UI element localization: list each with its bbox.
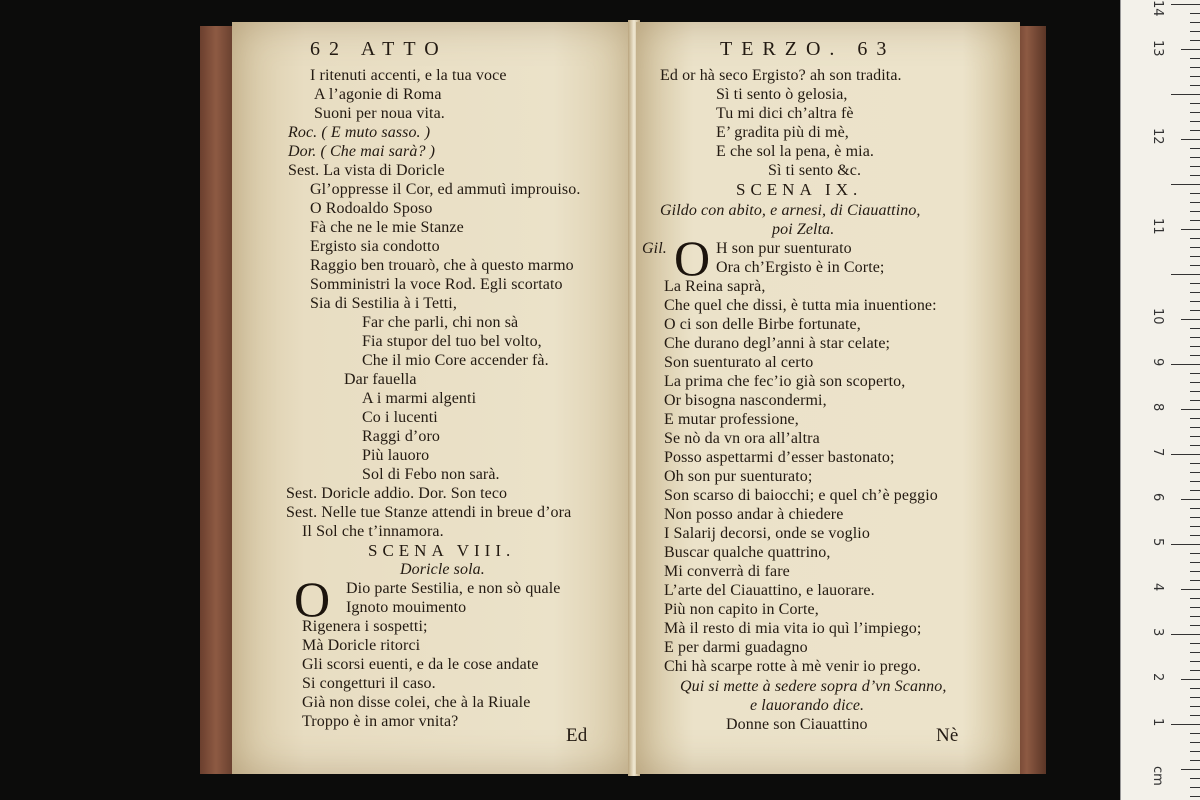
ruler-tick: [1190, 778, 1200, 779]
ruler-tick: [1190, 166, 1200, 167]
text-line: Più lauoro: [362, 447, 430, 464]
ruler-number: 6: [1150, 493, 1165, 502]
ruler-tick: [1171, 4, 1200, 5]
ruler-tick: [1190, 382, 1200, 383]
text-line: Mà Doricle ritorci: [302, 637, 421, 654]
ruler-tick: [1190, 202, 1200, 203]
ruler-tick: [1190, 175, 1200, 176]
ruler-tick: [1190, 427, 1200, 428]
ruler-tick: [1190, 760, 1200, 761]
text-line: Se nò da vn ora all’altra: [664, 430, 820, 447]
text-line: Roc. ( E muto sasso. ): [288, 124, 431, 141]
text-line: Donne son Ciauattino: [726, 716, 868, 733]
ruler-tick: [1190, 301, 1200, 302]
text-line: Tu mi dici ch’altra fè: [716, 105, 854, 122]
text-line: Non posso andar à chiedere: [664, 506, 844, 523]
text-line: Dor. ( Che mai sarà? ): [288, 143, 436, 160]
ruler-tick: [1190, 148, 1200, 149]
text-line: Dar fauella: [344, 371, 417, 388]
ruler-number: 8: [1150, 403, 1165, 412]
ruler-tick: [1190, 562, 1200, 563]
ruler-tick: [1190, 400, 1200, 401]
ruler-tick: [1190, 391, 1200, 392]
ruler-tick: [1190, 706, 1200, 707]
text-line: Si congetturi il caso.: [302, 675, 436, 692]
text-line: Chi hà scarpe rotte à mè venir io prego.: [664, 658, 921, 675]
ruler-number: 12: [1150, 128, 1165, 145]
ruler-number: 4: [1150, 583, 1165, 592]
text-line: La Reina saprà,: [664, 278, 766, 295]
stage-direction: e lauorando dice.: [750, 697, 865, 714]
ruler-tick: [1190, 733, 1200, 734]
ruler-number: 14: [1150, 0, 1165, 17]
scene-heading: SCENA IX.: [736, 180, 863, 199]
text-line: I Salarij decorsi, onde se voglio: [664, 525, 870, 542]
ruler-tick: [1190, 418, 1200, 419]
ruler-tick: [1190, 346, 1200, 347]
text-line: Far che parli, chi non sà: [362, 314, 519, 331]
ruler-tick: [1190, 103, 1200, 104]
ruler-tick: [1171, 454, 1200, 455]
ruler-tick: [1190, 445, 1200, 446]
ruler-tick: [1190, 13, 1200, 14]
ruler-tick: [1181, 499, 1200, 500]
catchword: Nè: [936, 725, 959, 746]
ruler-tick: [1190, 787, 1200, 788]
ruler-tick: [1190, 688, 1200, 689]
ruler-tick: [1190, 472, 1200, 473]
speaker-label: Gil.: [642, 240, 667, 257]
ruler-tick: [1190, 22, 1200, 23]
text-line: Il Sol che t’innamora.: [302, 523, 444, 540]
ruler-tick: [1190, 328, 1200, 329]
ruler-tick: [1190, 463, 1200, 464]
text-line: Che il mio Core accender fà.: [362, 352, 549, 369]
ruler-number: 13: [1150, 40, 1165, 57]
text-line: Gli scorsi euenti, e da le cose andate: [302, 656, 539, 673]
ruler-tick: [1190, 517, 1200, 518]
text-line: Fia stupor del tuo bel volto,: [362, 333, 542, 350]
text-line: E per darmi guadagno: [664, 639, 808, 656]
ruler-tick: [1190, 652, 1200, 653]
ruler-tick: [1181, 319, 1200, 320]
text-line: I ritenuti accenti, e la tua voce: [310, 67, 507, 84]
ruler-tick: [1190, 130, 1200, 131]
ruler-tick: [1190, 355, 1200, 356]
text-line: Suoni per noua vita.: [314, 105, 445, 122]
text-line: La prima che fec’io già son scoperto,: [664, 373, 906, 390]
text-line: Buscar qualche quattrino,: [664, 544, 831, 561]
ruler-tick: [1190, 238, 1200, 239]
text-line: Che quel che dissi, è tutta mia inuentione:: [664, 297, 937, 314]
text-line: Rigenera i sospetti;: [302, 618, 428, 635]
measurement-ruler: [1120, 0, 1200, 800]
text-line: Sest. La vista di Doricle: [288, 162, 445, 179]
text-line: O Rodoaldo Sposo: [310, 200, 433, 217]
ruler-number: 11: [1150, 218, 1165, 235]
ruler-tick: [1190, 31, 1200, 32]
ruler-tick: [1190, 526, 1200, 527]
ruler-tick: [1171, 94, 1200, 95]
text-line: L’arte del Ciauattino, e lauorare.: [664, 582, 875, 599]
ruler-tick: [1190, 697, 1200, 698]
stage-direction: Qui si mette à sedere sopra d’vn Scanno,: [680, 678, 947, 695]
ruler-tick: [1190, 616, 1200, 617]
text-line: Or bisogna nascondermi,: [664, 392, 827, 409]
ruler-tick: [1190, 121, 1200, 122]
ruler-number: 3: [1150, 628, 1165, 637]
ruler-tick: [1181, 139, 1200, 140]
scene-subtitle: Doricle sola.: [400, 561, 485, 578]
ruler-tick: [1190, 265, 1200, 266]
text-line: Ora ch’Ergisto è in Corte;: [716, 259, 885, 276]
ruler-number: 7: [1150, 448, 1165, 457]
ruler-tick: [1181, 769, 1200, 770]
ruler-tick: [1171, 184, 1200, 185]
ruler-tick: [1190, 715, 1200, 716]
ruler-number: 10: [1150, 308, 1165, 325]
ruler-tick: [1190, 598, 1200, 599]
ruler-tick: [1190, 67, 1200, 68]
text-line: A l’agonie di Roma: [314, 86, 442, 103]
ruler-tick: [1190, 337, 1200, 338]
text-line: Mà il resto di mia vita io quì l’impiego;: [664, 620, 922, 637]
left-page-header: 62 ATTO: [310, 38, 448, 60]
ruler-tick: [1190, 292, 1200, 293]
text-line: Sì ti sento ò gelosia,: [716, 86, 848, 103]
text-line: Fà che ne le mie Stanze: [310, 219, 464, 236]
ruler-tick: [1171, 274, 1200, 275]
ruler-number: 5: [1150, 538, 1165, 547]
text-line: Posso aspettarmi d’esser bastonato;: [664, 449, 895, 466]
text-line: Ignoto mouimento: [346, 599, 467, 616]
text-line: E che sol la pena, è mia.: [716, 143, 874, 160]
left-page: [232, 22, 634, 774]
text-line: E mutar professione,: [664, 411, 799, 428]
ruler-tick: [1171, 634, 1200, 635]
ruler-number: 9: [1150, 358, 1165, 367]
ruler-tick: [1181, 49, 1200, 50]
text-line: A i marmi algenti: [362, 390, 477, 407]
text-line: O ci son delle Birbe fortunate,: [664, 316, 861, 333]
text-line: Ed or hà seco Ergisto? ah son tradita.: [660, 67, 902, 84]
ruler-tick: [1190, 373, 1200, 374]
scene-heading: SCENA VIII.: [368, 541, 516, 560]
text-line: Sest. Nelle tue Stanze attendi in breue d’ora: [286, 504, 572, 521]
ruler-tick: [1190, 742, 1200, 743]
ruler-tick: [1190, 553, 1200, 554]
ruler-tick: [1190, 211, 1200, 212]
text-line: Dio parte Sestilia, e non sò quale: [346, 580, 561, 597]
ruler-tick: [1190, 625, 1200, 626]
text-line: Sì ti sento &c.: [768, 162, 862, 179]
catchword: Ed: [566, 725, 588, 746]
text-line: Gl’oppresse il Cor, ed ammutì improuiso.: [310, 181, 581, 198]
ruler-tick: [1190, 58, 1200, 59]
text-line: E’ gradita più di mè,: [716, 124, 849, 141]
ruler-tick: [1190, 751, 1200, 752]
ruler-tick: [1190, 607, 1200, 608]
ruler-tick: [1181, 229, 1200, 230]
ruler-tick: [1190, 256, 1200, 257]
ruler-tick: [1190, 508, 1200, 509]
ruler-tick: [1190, 670, 1200, 671]
ruler-number: 1: [1150, 718, 1165, 727]
ruler-unit-label: cm: [1150, 766, 1165, 786]
ruler-tick: [1190, 283, 1200, 284]
ruler-tick: [1190, 580, 1200, 581]
ruler-tick: [1190, 490, 1200, 491]
ruler-tick: [1171, 544, 1200, 545]
ruler-tick: [1190, 661, 1200, 662]
text-line: Sest. Doricle addio. Dor. Son teco: [286, 485, 508, 502]
text-line: Oh son pur suenturato;: [664, 468, 813, 485]
scene-subtitle: poi Zelta.: [772, 221, 835, 238]
text-line: Sia di Sestilia à i Tetti,: [310, 295, 457, 312]
text-line: Mi converrà di fare: [664, 563, 790, 580]
text-line: Co i lucenti: [362, 409, 438, 426]
text-line: Son scarso di baiocchi; e quel ch’è peggio: [664, 487, 938, 504]
ruler-tick: [1171, 724, 1200, 725]
text-line: Che durano degl’anni à star celate;: [664, 335, 891, 352]
text-line: Sol di Febo non sarà.: [362, 466, 500, 483]
text-line: Ergisto sia condotto: [310, 238, 440, 255]
ruler-tick: [1190, 85, 1200, 86]
text-line: Già non disse colei, che à la Riuale: [302, 694, 531, 711]
ruler-tick: [1181, 589, 1200, 590]
ruler-tick: [1190, 535, 1200, 536]
right-page-header: TERZO. 63: [720, 38, 896, 60]
ruler-tick: [1190, 193, 1200, 194]
text-line: Raggi d’oro: [362, 428, 440, 445]
text-line: Troppo è in amor vnita?: [302, 713, 459, 730]
text-line: Più non capito in Corte,: [664, 601, 819, 618]
right-page: [636, 22, 1020, 774]
text-line: H son pur suenturato: [716, 240, 852, 257]
text-line: Son suenturato al certo: [664, 354, 814, 371]
ruler-tick: [1190, 76, 1200, 77]
ruler-tick: [1190, 310, 1200, 311]
text-line: Raggio ben trouarò, che à questo marmo: [310, 257, 574, 274]
ruler-tick: [1190, 157, 1200, 158]
drop-cap: O: [294, 571, 331, 627]
ruler-tick: [1190, 436, 1200, 437]
ruler-tick: [1171, 364, 1200, 365]
ruler-tick: [1190, 571, 1200, 572]
drop-cap: O: [674, 230, 711, 286]
ruler-tick: [1190, 247, 1200, 248]
text-line: Somministri la voce Rod. Egli scortato: [310, 276, 563, 293]
ruler-tick: [1190, 112, 1200, 113]
ruler-tick: [1190, 220, 1200, 221]
ruler-tick: [1181, 409, 1200, 410]
ruler-tick: [1190, 796, 1200, 797]
ruler-tick: [1190, 643, 1200, 644]
ruler-tick: [1190, 481, 1200, 482]
ruler-tick: [1190, 40, 1200, 41]
ruler-tick: [1181, 679, 1200, 680]
scene-subtitle: Gildo con abito, e arnesi, di Ciauattino,: [660, 202, 921, 219]
ruler-number: 2: [1150, 673, 1165, 682]
